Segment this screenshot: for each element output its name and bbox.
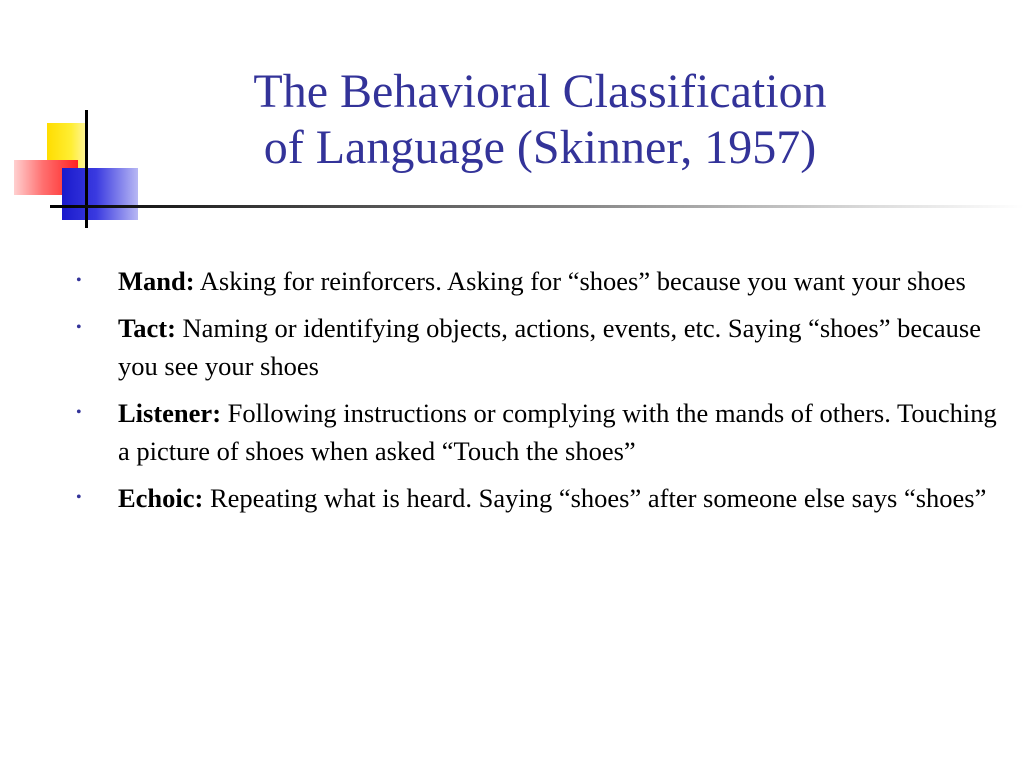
title-underline-rule (50, 205, 1024, 208)
bullet-tact (74, 309, 1004, 385)
vertical-line-decoration (85, 110, 88, 228)
title-line-2: of Language (Skinner, 1957) (263, 121, 817, 174)
bullet-echoic (74, 479, 1004, 517)
bullet-marker: • (76, 404, 82, 421)
bullet-term: Echoic: (118, 483, 204, 513)
bullet-text: Naming or identifying objects, actions, events, etc. Saying “shoes” because you see your shoes (118, 313, 981, 381)
bullet-mand (74, 262, 1004, 300)
bullet-listener (74, 394, 1004, 470)
bullet-term: Mand: (118, 266, 195, 296)
bullet-term: Listener: (118, 398, 222, 428)
bullet-marker: • (76, 272, 82, 289)
bullet-text: Asking for reinforcers. Asking for “shoes” because you want your shoes (194, 266, 966, 296)
bullet-term: Tact: (118, 313, 176, 343)
blue-square-decoration (62, 168, 138, 220)
bullet-marker: • (76, 319, 82, 336)
slide-title (140, 64, 940, 176)
bullet-list (74, 262, 1004, 526)
bullet-marker: • (76, 489, 82, 506)
bullet-text: Following instructions or complying with the mands of others. Touching a picture of shoes when asked “Touch the shoes” (118, 398, 997, 466)
bullet-text: Repeating what is heard. Saying “shoes” after someone else says “shoes” (203, 483, 987, 513)
title-line-1: The Behavioral Classification (253, 65, 827, 118)
